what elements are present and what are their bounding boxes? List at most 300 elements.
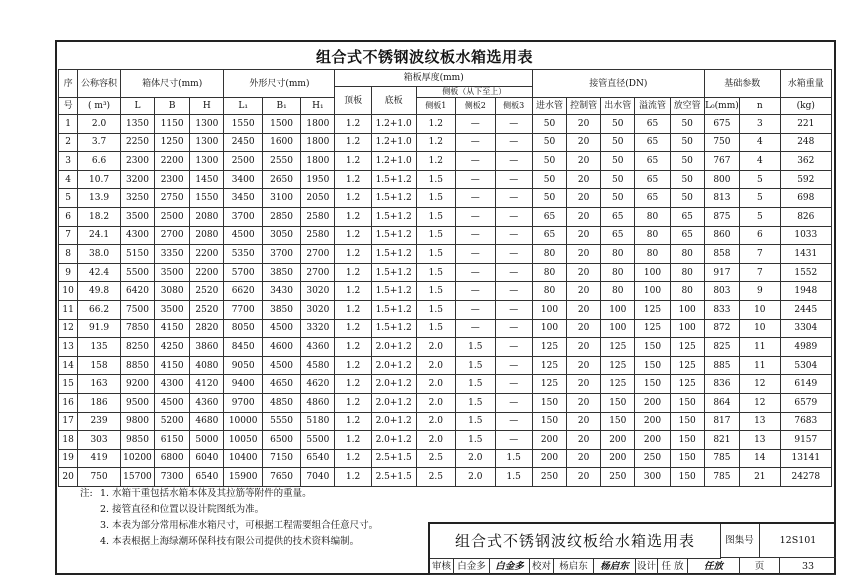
table-cell: 1.5 (416, 263, 455, 282)
table-cell: 9800 (120, 412, 154, 431)
table-cell: 80 (670, 263, 704, 282)
table-row (59, 393, 832, 412)
table-body (59, 115, 832, 487)
table-cell: 20 (567, 393, 601, 412)
weight-header-2: (kg) (780, 98, 831, 115)
table-cell: 1600 (262, 133, 300, 152)
table-row (59, 263, 832, 282)
table-cell: 2080 (190, 207, 224, 226)
col-H: H (190, 98, 224, 115)
table-cell: — (456, 282, 495, 301)
atlas-label: 图集号 (720, 524, 760, 558)
table-cell: 2700 (301, 245, 335, 264)
table-cell: 2250 (120, 133, 154, 152)
table-cell: 1.2 (335, 431, 371, 450)
table-cell: 3500 (120, 207, 154, 226)
table-cell: 767 (704, 152, 739, 171)
table-cell: 2520 (190, 282, 224, 301)
table-cell: 150 (635, 375, 670, 394)
table-cell: 2.0 (416, 412, 455, 431)
table-cell: 1.5+1.2 (371, 207, 416, 226)
table-cell: — (495, 375, 532, 394)
table-cell: 125 (532, 375, 566, 394)
table-cell: 817 (704, 412, 739, 431)
table-cell: 20 (567, 375, 601, 394)
table-cell: 65 (635, 133, 670, 152)
table-cell: 221 (780, 115, 831, 134)
table-cell: 20 (59, 468, 78, 487)
table-cell: 1.5 (456, 375, 495, 394)
table-cell: 18 (59, 431, 78, 450)
table-cell: 3020 (301, 282, 335, 301)
table-cell: 9 (740, 282, 781, 301)
table-cell: 65 (635, 115, 670, 134)
table-cell: 1 (59, 115, 78, 134)
table-cell: 3250 (120, 189, 154, 208)
table-cell: 80 (532, 263, 566, 282)
table-cell: 3400 (224, 170, 262, 189)
table-cell: 150 (601, 412, 635, 431)
table-cell: 1.2 (335, 282, 371, 301)
table-cell: 13 (740, 431, 781, 450)
table-cell: 9850 (120, 431, 154, 450)
table-cell: 200 (635, 393, 670, 412)
table-cell: 24278 (780, 468, 831, 487)
table-cell: 5000 (190, 431, 224, 450)
table-cell: 80 (635, 245, 670, 264)
table-cell: 8 (59, 245, 78, 264)
table-cell: 1552 (780, 263, 831, 282)
table-cell: 7040 (301, 468, 335, 487)
table-cell: 2.0+1.2 (371, 431, 416, 450)
table-cell: 9700 (224, 393, 262, 412)
table-cell: 49.8 (78, 282, 121, 301)
side-plate-header: 侧板（从下至上） (416, 87, 532, 98)
table-cell: 100 (670, 319, 704, 338)
reviewer-name: 白金多 (454, 558, 490, 575)
table-cell: 100 (601, 319, 635, 338)
table-cell: 1800 (301, 152, 335, 171)
table-cell: 7150 (262, 449, 300, 468)
table-cell: 6 (740, 226, 781, 245)
table-cell: 3304 (780, 319, 831, 338)
table-cell: 419 (78, 449, 121, 468)
table-cell: 9 (59, 263, 78, 282)
table-cell: 2820 (190, 319, 224, 338)
table-cell: 17 (59, 412, 78, 431)
table-cell: 20 (567, 226, 601, 245)
table-cell: 80 (601, 263, 635, 282)
table-cell: 15900 (224, 468, 262, 487)
table-cell: 50 (670, 115, 704, 134)
atlas-number: 12S101 (760, 524, 836, 558)
table-row (59, 412, 832, 431)
table-cell: 3.7 (78, 133, 121, 152)
table-cell: 2300 (120, 152, 154, 171)
table-cell: 2.5 (416, 468, 455, 487)
table-cell: 186 (78, 393, 121, 412)
table-cell: 65 (670, 207, 704, 226)
table-cell: 675 (704, 115, 739, 134)
table-cell: 2700 (155, 226, 190, 245)
table-cell: 1800 (301, 115, 335, 134)
table-cell: — (456, 207, 495, 226)
table-cell: 7650 (262, 468, 300, 487)
table-cell: 5500 (120, 263, 154, 282)
table-cell: 6040 (190, 449, 224, 468)
table-cell: 833 (704, 300, 739, 319)
table-cell: 8050 (224, 319, 262, 338)
table-cell: 7500 (120, 300, 154, 319)
table-cell: 2.0+1.2 (371, 412, 416, 431)
table-cell: 8250 (120, 338, 154, 357)
table-cell: — (456, 319, 495, 338)
table-cell: 2200 (190, 263, 224, 282)
table-cell: 1.5 (416, 300, 455, 319)
table-cell: 1.2 (416, 115, 455, 134)
note-3: 3. 本表为部分常用标准水箱尺寸，可根据工程需要组合任意尺寸。 (100, 520, 379, 531)
col-L1: L₁ (224, 98, 262, 115)
table-cell: — (495, 393, 532, 412)
designer-name: 任 放 (658, 558, 688, 575)
table-cell: 239 (78, 412, 121, 431)
table-cell: 1150 (155, 115, 190, 134)
table-row (59, 133, 832, 152)
table-cell: 1.2 (335, 393, 371, 412)
table-cell: 20 (567, 431, 601, 450)
table-cell: 3080 (155, 282, 190, 301)
table-cell: 20 (567, 282, 601, 301)
table-cell: 3500 (155, 263, 190, 282)
table-cell: — (495, 207, 532, 226)
table-cell: 1.5 (456, 356, 495, 375)
table-row (59, 189, 832, 208)
table-cell: — (495, 152, 532, 171)
table-cell: 1950 (301, 170, 335, 189)
review-label: 审核 (430, 558, 454, 575)
table-cell: 80 (670, 282, 704, 301)
table-cell: 1.5 (456, 412, 495, 431)
table-cell: 2.0 (416, 356, 455, 375)
page-title: 组合式不锈钢波纹板水箱选用表 (315, 48, 533, 66)
table-cell: 2200 (155, 152, 190, 171)
table-cell: 100 (635, 263, 670, 282)
table-row (59, 375, 832, 394)
table-cell: 150 (635, 356, 670, 375)
table-cell: 80 (635, 226, 670, 245)
table-cell: 4860 (301, 393, 335, 412)
table-cell: 1.2 (335, 375, 371, 394)
table-cell: 2.0+1.2 (371, 375, 416, 394)
table-cell: 4650 (262, 375, 300, 394)
table-cell: 13 (59, 338, 78, 357)
table-cell: 12 (59, 319, 78, 338)
col-B1: B₁ (262, 98, 300, 115)
table-cell: 20 (567, 263, 601, 282)
table-cell: 150 (670, 431, 704, 450)
table-cell: 2.0 (416, 393, 455, 412)
table-cell: 50 (670, 189, 704, 208)
col-inlet: 进水管 (532, 98, 566, 115)
table-cell: 150 (670, 393, 704, 412)
table-cell: 4580 (301, 356, 335, 375)
table-cell: 1.5 (416, 245, 455, 264)
table-cell: 2.0+1.2 (371, 393, 416, 412)
table-cell: 65 (635, 170, 670, 189)
table-cell: 50 (532, 170, 566, 189)
table-cell: 1.2+1.0 (371, 115, 416, 134)
table-cell: 50 (532, 115, 566, 134)
table-cell: 1.2 (335, 449, 371, 468)
table-cell: 50 (601, 189, 635, 208)
table-cell: 125 (670, 338, 704, 357)
table-cell: 6149 (780, 375, 831, 394)
table-cell: 2580 (301, 226, 335, 245)
table-cell: 7850 (120, 319, 154, 338)
table-cell: 20 (567, 115, 601, 134)
table-cell: 42.4 (78, 263, 121, 282)
table-cell: 20 (567, 300, 601, 319)
table-cell: 4500 (262, 356, 300, 375)
table-cell: 125 (670, 356, 704, 375)
table-cell: 12 (740, 375, 781, 394)
table-cell: 250 (601, 468, 635, 487)
table-cell: 1250 (155, 133, 190, 152)
table-cell: 7683 (780, 412, 831, 431)
table-cell: 2.0 (416, 431, 455, 450)
table-cell: 7300 (155, 468, 190, 487)
table-cell: 7 (59, 226, 78, 245)
table-cell: 7 (740, 245, 781, 264)
table-cell: 4250 (155, 338, 190, 357)
table-cell: 3200 (120, 170, 154, 189)
bottom-plate-header: 底板 (371, 87, 416, 115)
table-cell: 872 (704, 319, 739, 338)
table-cell: 20 (567, 319, 601, 338)
table-cell: 20 (567, 468, 601, 487)
table-cell: 813 (704, 189, 739, 208)
design-label: 设计 (636, 558, 658, 575)
table-cell: 592 (780, 170, 831, 189)
table-cell: 1.2 (335, 468, 371, 487)
table-cell: 65 (670, 226, 704, 245)
table-cell: 2080 (190, 226, 224, 245)
table-cell: 2750 (155, 189, 190, 208)
table-cell: 100 (601, 300, 635, 319)
table-cell: 362 (780, 152, 831, 171)
table-cell: 65 (635, 152, 670, 171)
table-cell: 50 (601, 170, 635, 189)
table-cell: 1.5+1.2 (371, 170, 416, 189)
top-plate-header: 顶板 (335, 87, 371, 115)
table-cell: 9050 (224, 356, 262, 375)
col-outlet: 出水管 (601, 98, 635, 115)
table-cell: 6420 (120, 282, 154, 301)
table-cell: 10000 (224, 412, 262, 431)
table-cell: 2500 (224, 152, 262, 171)
table-cell: 1.5 (495, 449, 532, 468)
reviewer-signature: 白金多 (490, 558, 530, 575)
notes-label: 注: (80, 488, 93, 499)
table-cell: 3860 (190, 338, 224, 357)
table-cell: 3500 (155, 300, 190, 319)
table-cell: 4600 (262, 338, 300, 357)
table-cell: 1.2 (335, 338, 371, 357)
table-cell: 2050 (301, 189, 335, 208)
table-cell: 4850 (262, 393, 300, 412)
table-cell: 4500 (262, 319, 300, 338)
table-cell: 858 (704, 245, 739, 264)
table-cell: 1.2 (335, 300, 371, 319)
table-cell: 1.2 (335, 115, 371, 134)
table-cell: 50 (601, 133, 635, 152)
table-cell: — (495, 263, 532, 282)
table-cell: 9400 (224, 375, 262, 394)
table-cell: 1300 (190, 115, 224, 134)
table-cell: 20 (567, 133, 601, 152)
col-H1: H₁ (301, 98, 335, 115)
table-cell: 20 (567, 245, 601, 264)
table-cell: — (495, 189, 532, 208)
table-cell: 38.0 (78, 245, 121, 264)
table-cell: 5550 (262, 412, 300, 431)
table-cell: 4 (59, 170, 78, 189)
table-cell: 1.2 (335, 207, 371, 226)
table-cell: 5150 (120, 245, 154, 264)
table-row (59, 468, 832, 487)
table-cell: 9500 (120, 393, 154, 412)
table-cell: 1.2 (335, 356, 371, 375)
table-cell: 864 (704, 393, 739, 412)
table-cell: 1.5+1.2 (371, 189, 416, 208)
table-cell: 2.5+1.5 (371, 449, 416, 468)
table-cell: 1.2 (335, 189, 371, 208)
table-row (59, 431, 832, 450)
outer-size-header: 外形尺寸(mm) (224, 70, 335, 98)
table-cell: 20 (567, 449, 601, 468)
table-cell: 4500 (224, 226, 262, 245)
table-cell: 836 (704, 375, 739, 394)
table-cell: 2.0+1.2 (371, 356, 416, 375)
table-cell: 66.2 (78, 300, 121, 319)
table-cell: 150 (635, 338, 670, 357)
table-cell: 5 (740, 170, 781, 189)
table-cell: 1.5+1.2 (371, 226, 416, 245)
table-cell: 1500 (262, 115, 300, 134)
check-label: 校对 (530, 558, 554, 575)
table-cell: 1300 (190, 133, 224, 152)
table-cell: 1.2 (335, 245, 371, 264)
table-cell: 1.5 (416, 189, 455, 208)
title-block-title: 组合式不锈钢波纹板给水箱选用表 (430, 524, 721, 559)
table-cell: 4300 (155, 375, 190, 394)
table-cell: 80 (635, 207, 670, 226)
table-cell: 1.5 (416, 319, 455, 338)
table-cell: 200 (635, 412, 670, 431)
capacity-header-2: ( m³) (78, 98, 121, 115)
table-cell: 163 (78, 375, 121, 394)
table-cell: 860 (704, 226, 739, 245)
table-cell: 6540 (190, 468, 224, 487)
table-cell: — (495, 245, 532, 264)
table-cell: 4080 (190, 356, 224, 375)
table-cell: — (495, 356, 532, 375)
table-cell: 91.9 (78, 319, 121, 338)
checker-signature: 杨启东 (594, 558, 636, 575)
table-cell: 125 (601, 356, 635, 375)
table-cell: 7700 (224, 300, 262, 319)
table-cell: 5304 (780, 356, 831, 375)
table-cell: 6150 (155, 431, 190, 450)
table-cell: 1033 (780, 226, 831, 245)
table-cell: 1.5 (416, 282, 455, 301)
table-cell: 1948 (780, 282, 831, 301)
table-cell: 100 (670, 300, 704, 319)
table-cell: 24.1 (78, 226, 121, 245)
table-cell: 1.5+1.2 (371, 282, 416, 301)
table-cell: 200 (601, 449, 635, 468)
thickness-header: 箱板厚度(mm) (335, 70, 532, 87)
table-cell: 20 (567, 207, 601, 226)
table-cell: 917 (704, 263, 739, 282)
table-cell: 2300 (155, 170, 190, 189)
table-cell: 2550 (262, 152, 300, 171)
table-cell: 1.5+1.2 (371, 245, 416, 264)
table-cell: 13.9 (78, 189, 121, 208)
table-cell: 125 (601, 375, 635, 394)
table-cell: 5 (740, 189, 781, 208)
table-cell: 2.5 (416, 449, 455, 468)
note-4: 4. 本表根据上海绿潮环保科技有限公司提供的技术资料编制。 (100, 536, 360, 547)
table-cell: 3850 (262, 263, 300, 282)
table-cell: 50 (601, 115, 635, 134)
table-cell: 4360 (301, 338, 335, 357)
table-row (59, 338, 832, 357)
table-cell: 20 (567, 338, 601, 357)
table-cell: 3320 (301, 319, 335, 338)
table-cell: 12 (740, 393, 781, 412)
table-cell: — (495, 226, 532, 245)
table-cell: 3430 (262, 282, 300, 301)
table-cell: 80 (532, 245, 566, 264)
table-row (59, 115, 832, 134)
table-cell: 303 (78, 431, 121, 450)
table-cell: 785 (704, 468, 739, 487)
table-cell: 1.5+1.2 (371, 319, 416, 338)
table-cell: 125 (635, 319, 670, 338)
table-cell: 125 (532, 338, 566, 357)
table-row (59, 300, 832, 319)
table-cell: 50 (670, 133, 704, 152)
table-cell: 65 (601, 226, 635, 245)
table-cell: 50 (532, 152, 566, 171)
table-cell: — (495, 319, 532, 338)
table-cell: 9157 (780, 431, 831, 450)
table-cell: 4360 (190, 393, 224, 412)
table-cell: 5 (740, 207, 781, 226)
table-cell: 5200 (155, 412, 190, 431)
table-cell: 3350 (155, 245, 190, 264)
table-cell: 2450 (224, 133, 262, 152)
table-cell: 150 (532, 412, 566, 431)
table-cell: 821 (704, 431, 739, 450)
table-cell: 1.2 (335, 263, 371, 282)
table-cell: 13 (740, 412, 781, 431)
col-drain: 放空管 (670, 98, 704, 115)
table-cell: 100 (532, 319, 566, 338)
table-cell: 8850 (120, 356, 154, 375)
table-cell: 10400 (224, 449, 262, 468)
